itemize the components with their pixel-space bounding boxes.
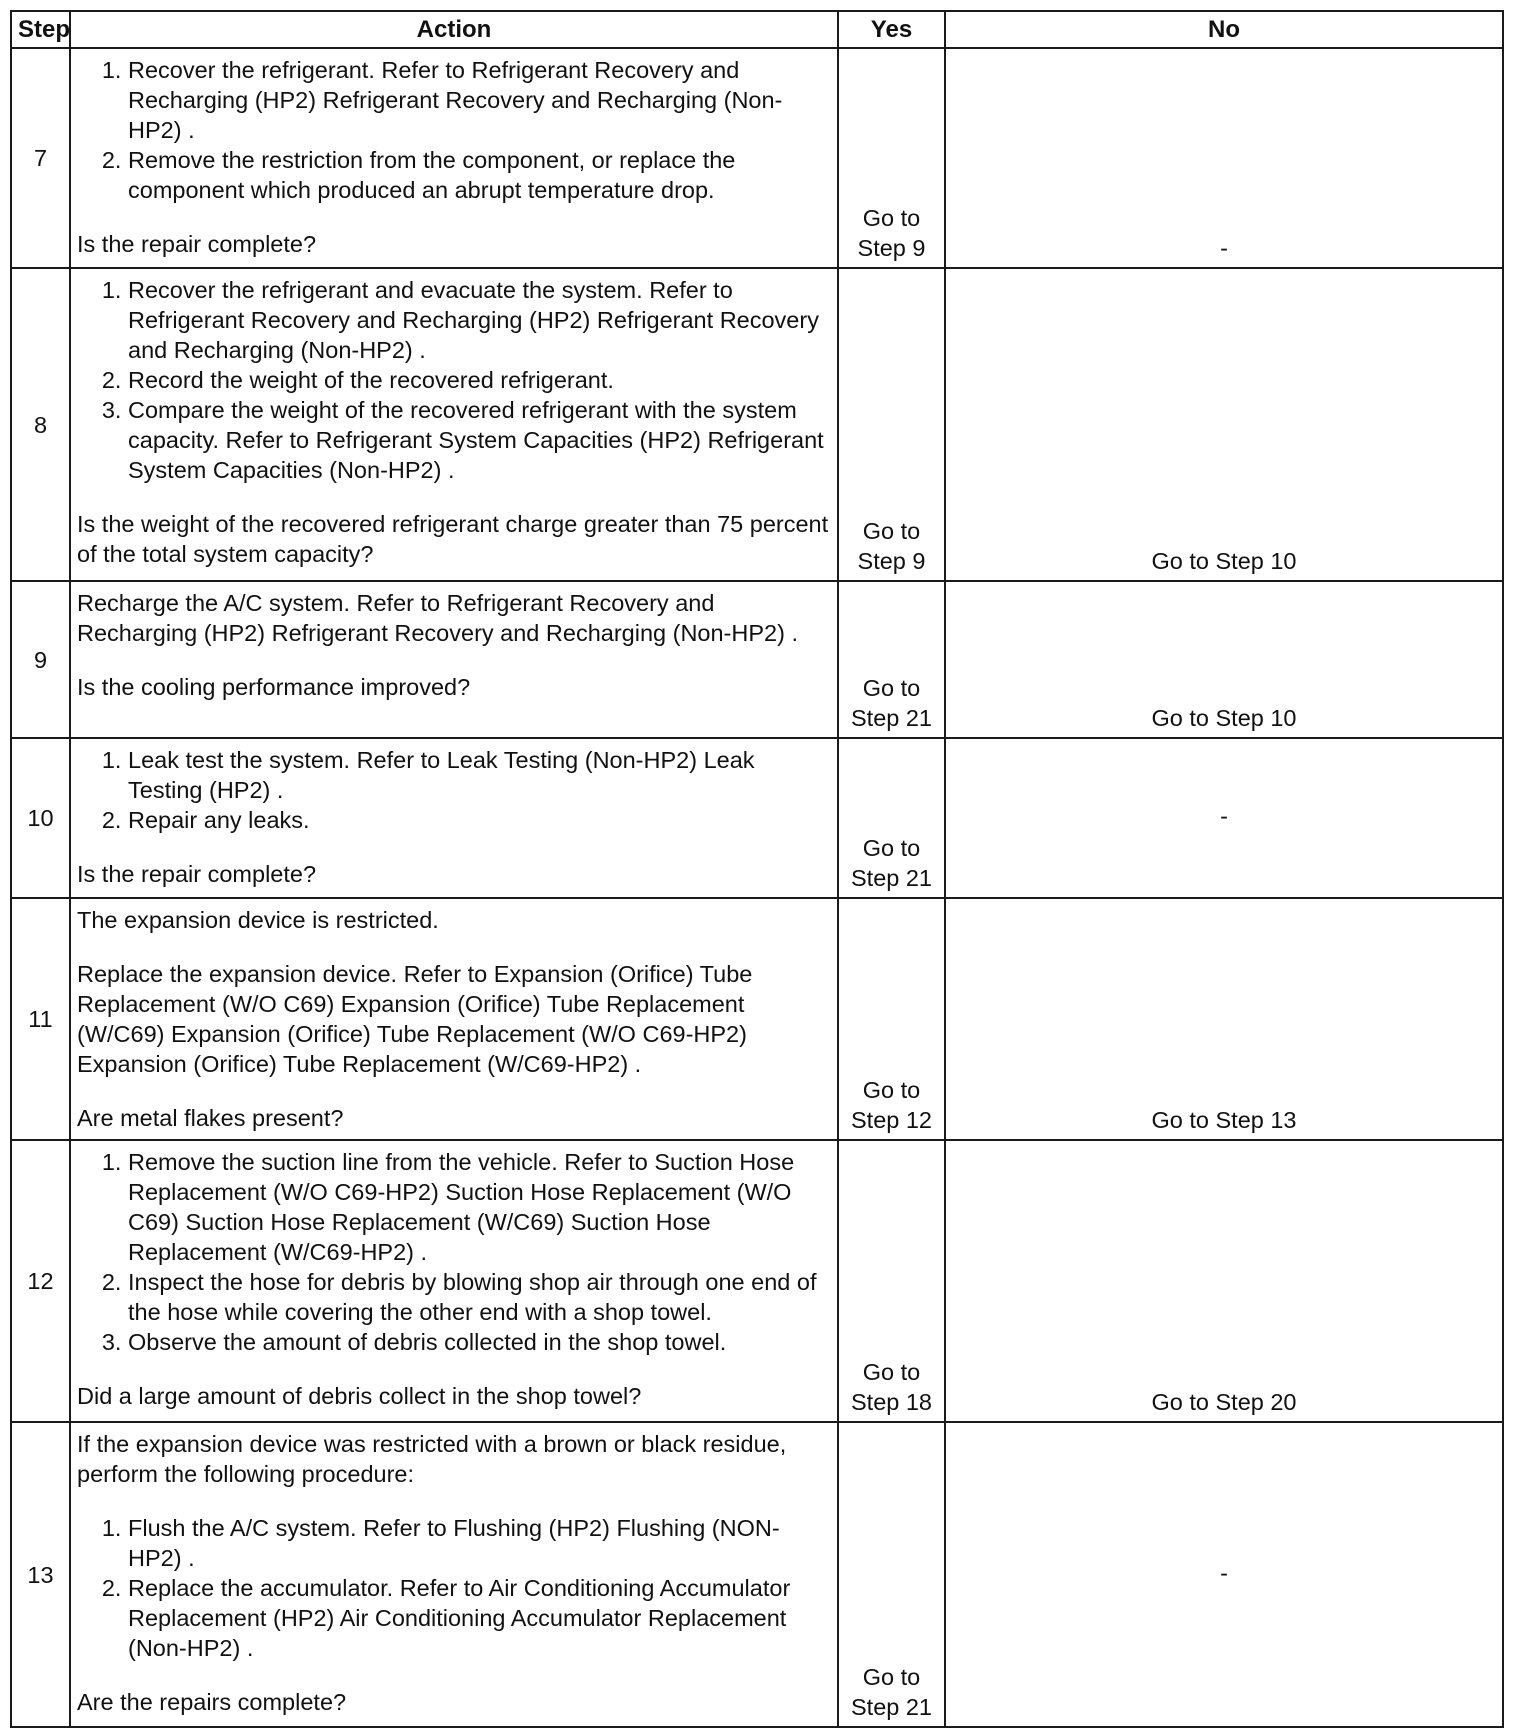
yes-step: Step 12 (850, 1107, 932, 1133)
step-number: 9 (11, 581, 70, 738)
yes-goto: Go to (862, 675, 921, 701)
action-steps (77, 1513, 831, 1663)
yes-cell (838, 1140, 945, 1422)
list-item: 2. Repair any leaks. (128, 805, 831, 835)
table-row (11, 581, 1503, 738)
step-number: 13 (11, 1422, 70, 1727)
question: Did a large amount of debris collect in the shop towel? (77, 1383, 642, 1409)
table-row (11, 898, 1503, 1140)
action-cell (70, 581, 838, 738)
question: Are metal flakes present? (77, 1105, 344, 1131)
list-item: 2. Record the weight of the recovered refrigerant. (128, 365, 831, 395)
action-cell (70, 48, 838, 268)
list-item: 2. Inspect the hose for debris by blowing shop air through one end of the hose while covering the other end with a shop towel. (128, 1267, 831, 1327)
yes-goto: Go to (862, 1359, 921, 1385)
table-row (11, 1140, 1503, 1422)
list-item: 1. Leak test the system. Refer to Leak Testing (Non-HP2) Leak Testing (HP2) . (128, 745, 831, 805)
yes-goto: Go to (862, 835, 921, 861)
diagnostic-table (10, 10, 1504, 1728)
no-cell: - (945, 48, 1503, 268)
no-cell: - (945, 1422, 1503, 1727)
step-number: 8 (11, 268, 70, 581)
step-number: 10 (11, 738, 70, 898)
header-action: Action (70, 11, 838, 48)
yes-cell (838, 1422, 945, 1727)
list-item: 2. Remove the restriction from the component, or replace the component which produced an abrupt temperature drop. (128, 145, 831, 205)
action-steps (77, 55, 831, 205)
diagnostic-table-container (10, 10, 1502, 1728)
table-row (11, 1422, 1503, 1727)
yes-step: Step 21 (850, 1694, 932, 1720)
yes-goto: Go to (862, 1664, 921, 1690)
action-steps (77, 275, 831, 485)
action-text: Replace the expansion device. Refer to Expansion (Orifice) Tube Replacement (W/O C69) Expansion (Orifice) Tube Replacement (W/C69) Expansion (Orifice) Tube Replacement (W/O C69-HP2) Expansion (Orifice) Tube Replacement (W/C69-HP2) . (77, 961, 753, 1077)
yes-cell (838, 48, 945, 268)
yes-cell (838, 581, 945, 738)
yes-step: Step 9 (857, 548, 926, 574)
yes-goto: Go to (862, 518, 921, 544)
list-item: 2. Replace the accumulator. Refer to Air Conditioning Accumulator Replacement (HP2) Air Conditioning Accumulator Replacement (Non-HP2) . (128, 1573, 831, 1663)
yes-goto: Go to (862, 205, 921, 231)
step-number: 7 (11, 48, 70, 268)
list-item: 1. Recover the refrigerant. Refer to Refrigerant Recovery and Recharging (HP2) Refrigerant Recovery and Recharging (Non-HP2) . (128, 55, 831, 145)
table-row (11, 268, 1503, 581)
no-cell: - (945, 738, 1503, 898)
action-text: If the expansion device was restricted with a brown or black residue, perform the following procedure: (77, 1431, 787, 1487)
action-cell (70, 898, 838, 1140)
no-cell: Go to Step 20 (945, 1140, 1503, 1422)
table-row (11, 738, 1503, 898)
list-item: 3. Observe the amount of debris collected in the shop towel. (128, 1327, 831, 1357)
yes-cell (838, 268, 945, 581)
action-text: Recharge the A/C system. Refer to Refrigerant Recovery and Recharging (HP2) Refrigerant Recovery and Recharging (Non-HP2) . (77, 590, 798, 646)
yes-cell (838, 898, 945, 1140)
yes-step: Step 21 (850, 865, 932, 891)
no-cell: Go to Step 10 (945, 581, 1503, 738)
yes-cell (838, 738, 945, 898)
header-yes: Yes (838, 11, 945, 48)
question: Is the repair complete? (77, 231, 317, 257)
header-row (11, 11, 1503, 48)
action-steps (77, 1147, 831, 1357)
action-text: The expansion device is restricted. (77, 907, 439, 933)
no-cell: Go to Step 13 (945, 898, 1503, 1140)
action-steps (77, 745, 831, 835)
action-cell (70, 738, 838, 898)
question: Is the cooling performance improved? (77, 674, 471, 700)
question: Is the repair complete? (77, 861, 317, 887)
action-cell (70, 1140, 838, 1422)
action-cell (70, 268, 838, 581)
header-no: No (945, 11, 1503, 48)
yes-goto: Go to (862, 1077, 921, 1103)
action-cell (70, 1422, 838, 1727)
no-cell: Go to Step 10 (945, 268, 1503, 581)
table-row (11, 48, 1503, 268)
yes-step: Step 18 (850, 1389, 932, 1415)
question: Are the repairs complete? (77, 1689, 347, 1715)
list-item: 1. Flush the A/C system. Refer to Flushing (HP2) Flushing (NON-HP2) . (128, 1513, 831, 1573)
yes-step: Step 9 (857, 235, 926, 261)
yes-step: Step 21 (850, 705, 932, 731)
list-item: 1. Remove the suction line from the vehicle. Refer to Suction Hose Replacement (W/O C69-HP2) Suction Hose Replacement (W/O C69) Suction Hose Replacement (W/C69) Suction Hose Replacement (W/C69-HP2) . (128, 1147, 831, 1267)
list-item: 3. Compare the weight of the recovered refrigerant with the system capacity. Refer to Refrigerant System Capacities (HP2) Refrigerant System Capacities (Non-HP2) . (128, 395, 831, 485)
step-number: 11 (11, 898, 70, 1140)
list-item: 1. Recover the refrigerant and evacuate the system. Refer to Refrigerant Recovery and Recharging (HP2) Refrigerant Recovery and Recharging (Non-HP2) . (128, 275, 831, 365)
question: Is the weight of the recovered refrigerant charge greater than 75 percent of the total system capacity? (77, 511, 829, 567)
step-number: 12 (11, 1140, 70, 1422)
header-step: Step (11, 11, 70, 48)
